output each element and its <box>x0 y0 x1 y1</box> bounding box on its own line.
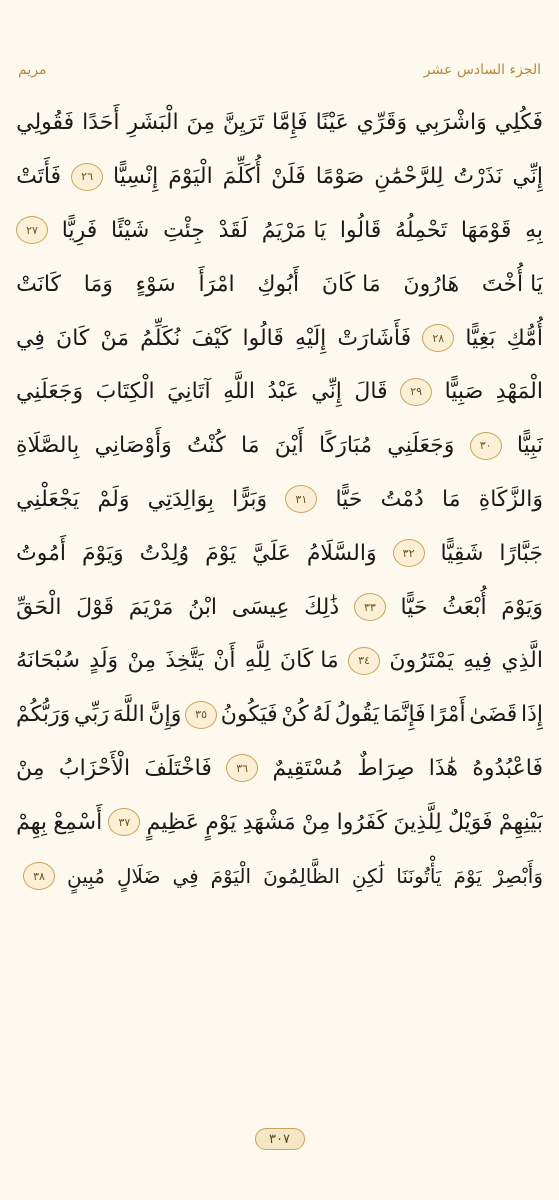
verse-word: يَمْتَرُونَ <box>389 648 454 674</box>
verse-word: أُبْعَثُ <box>442 594 487 620</box>
verse-line <box>16 204 543 258</box>
verse-word: لِلرَّحْمَٰنِ <box>374 164 444 190</box>
verse-word: تَحْمِلُهُ <box>395 217 448 243</box>
ayah-number-marker: ٣٠ <box>470 432 502 460</box>
verse-word: فَإِنَّمَا <box>382 702 426 728</box>
verse-text-block <box>16 96 543 903</box>
verse-word: أُمُّكِ <box>506 325 543 351</box>
verse-word: دُمْتُ <box>380 486 424 512</box>
verse-word: وَمَا <box>83 271 113 297</box>
verse-word: لَهُ <box>312 702 331 728</box>
verse-word: نَذَرْتُ <box>453 164 503 190</box>
verse-word: مَا كَانَ <box>279 648 339 674</box>
ayah-number-marker: ٢٧ <box>16 216 48 244</box>
verse-word: هَٰذَا <box>428 755 459 781</box>
verse-word: آتَانِيَ <box>167 379 211 405</box>
verse-word: فَأَتَتْ <box>16 164 62 190</box>
verse-word: لِلَّهِ <box>244 648 271 674</box>
verse-word: أَيْنَ <box>274 433 304 459</box>
verse-word: عَظِيمٍ <box>146 809 200 835</box>
ayah-number-marker: ٣٣ <box>354 593 386 621</box>
ayah-number-marker: ٣٦ <box>226 754 258 782</box>
verse-word: شَقِيًّا <box>440 540 484 566</box>
verse-word: وَاشْرَبِي <box>415 110 487 136</box>
verse-word: إِنْسِيًّا <box>113 164 159 190</box>
verse-word: صِرَاطٌ <box>357 755 415 781</box>
verse-word: وَقَرِّي <box>356 110 408 136</box>
verse-word: نُكَلِّمُ <box>140 325 181 351</box>
verse-word: نَبِيًّا <box>516 433 543 459</box>
verse-line <box>16 526 543 580</box>
ayah-number-marker: ٣١ <box>285 485 317 513</box>
verse-word: جِئْتِ <box>163 217 205 243</box>
verse-word: قَوْلَ <box>76 594 115 620</box>
verse-word: الظَّالِمُونَ <box>263 864 340 889</box>
verse-word: وَيَوْمَ <box>81 540 124 566</box>
page-number-container <box>0 1128 559 1150</box>
verse-word: أَمْرًا <box>429 702 466 728</box>
verse-word: الْمَهْدِ <box>495 379 543 405</box>
verse-word: إِذَا <box>520 702 543 728</box>
verse-word: الْيَوْمَ <box>168 164 213 190</box>
verse-word: فَكُلِي <box>494 110 543 136</box>
page-header <box>18 58 541 82</box>
verse-word: مِنَ <box>186 110 216 136</box>
verse-word: سُبْحَانَهُ <box>16 648 80 674</box>
verse-word: مِنْ <box>127 648 157 674</box>
surah-name: مريم <box>18 62 47 78</box>
verse-word: وَلَمْ <box>97 486 130 512</box>
verse-line <box>16 849 543 903</box>
verse-word: قَوْمَهَا <box>460 217 512 243</box>
verse-word: وَلَدٍ <box>89 648 119 674</box>
verse-word: فِي <box>172 864 199 889</box>
verse-word: صَوْمًا <box>315 164 365 190</box>
verse-word: فَأَشَارَتْ <box>337 325 412 351</box>
verse-word: عَيْنًا <box>315 110 349 136</box>
verse-word: وَبَرًّا <box>232 486 268 512</box>
verse-word: كُنْ <box>281 702 309 728</box>
verse-word: مُبِينٍ <box>66 864 105 889</box>
verse-word: قَالُوا <box>242 325 284 351</box>
verse-word: فَاعْبُدُوهُ <box>472 755 543 781</box>
verse-word: وَأَبْصِرْ <box>493 864 543 889</box>
verse-word: عَلَيَّ <box>252 540 291 566</box>
verse-word: إِلَيْهِ <box>295 325 327 351</box>
verse-word: يَجْعَلْنِي <box>16 486 80 512</box>
verse-word: شَيْئًا <box>110 217 150 243</box>
page-number-badge: ٣٠٧ <box>255 1128 305 1150</box>
verse-word: فِيهِ <box>463 648 493 674</box>
verse-word: فَلَنْ <box>271 164 306 190</box>
verse-word: لَقَدْ <box>218 217 248 243</box>
verse-word: رَبِّي <box>73 702 110 728</box>
verse-word: بِهِمْ <box>16 809 48 835</box>
verse-word: عِيسَى <box>231 594 290 620</box>
verse-word: فَوَيْلٌ <box>447 809 493 835</box>
ayah-number-marker: ٢٩ <box>400 378 432 406</box>
verse-word: قَضَىٰ <box>469 702 518 728</box>
verse-word: ذَٰلِكَ <box>304 594 340 620</box>
verse-word: وَيَوْمَ <box>501 594 543 620</box>
verse-word: بِهِ <box>525 217 543 243</box>
verse-word: سَوْءٍ <box>135 271 176 297</box>
verse-word: فَاخْتَلَفَ <box>144 755 212 781</box>
verse-word: وَجَعَلَنِي <box>16 379 84 405</box>
ayah-number-marker: ٣٨ <box>23 862 55 890</box>
verse-word: الَّذِي <box>501 648 543 674</box>
verse-word: مَا <box>442 486 461 512</box>
verse-word: كُنْتُ <box>187 433 226 459</box>
verse-word: الْيَوْمَ <box>210 864 252 889</box>
verse-word: الْأَحْزَابُ <box>58 755 131 781</box>
verse-word: إِنِّي <box>512 164 543 190</box>
verse-word: حَيًّا <box>335 486 363 512</box>
verse-word: ضَلَالٍ <box>116 864 161 889</box>
verse-line <box>16 96 543 150</box>
ayah-number-marker: ٣٧ <box>108 808 140 836</box>
verse-word: يَأْتُونَنَا <box>396 864 442 889</box>
verse-word: مَنْ <box>100 325 130 351</box>
verse-word: وَالزَّكَاةِ <box>478 486 543 512</box>
verse-word: جَبَّارًا <box>499 540 543 566</box>
verse-word: لِلَّذِينَ <box>393 809 442 835</box>
verse-word: كَانَتْ <box>16 271 61 297</box>
verse-word: وَرَبُّكُمْ <box>16 702 71 728</box>
ayah-number-marker: ٣٢ <box>393 539 425 567</box>
verse-line <box>16 742 543 796</box>
verse-word: حَيًّا <box>400 594 428 620</box>
verse-word: إِنِّي <box>311 379 342 405</box>
verse-word: أُكَلِّمَ <box>222 164 262 190</box>
verse-word: صَبِيًّا <box>444 379 484 405</box>
verse-word: فَإِمَّا <box>271 110 308 136</box>
ayah-number-marker: ٣٥ <box>185 701 217 729</box>
verse-word: وَالسَّلَامُ <box>306 540 377 566</box>
verse-word: عَبْدُ <box>267 379 299 405</box>
juz-label: الجزء السادس عشر <box>423 62 541 78</box>
verse-line <box>16 795 543 849</box>
verse-line <box>16 150 543 204</box>
verse-word: يَقُولُ <box>334 702 380 728</box>
verse-word: الْبَشَرِ <box>127 110 179 136</box>
verse-word: مَرْيَمَ <box>128 594 174 620</box>
verse-word: مُبَارَكًا <box>319 433 372 459</box>
verse-word: وَإِنَّ <box>148 702 182 728</box>
verse-line <box>16 580 543 634</box>
verse-word: وَجَعَلَنِي <box>387 433 455 459</box>
verse-line <box>16 365 543 419</box>
verse-word: أَبُوكِ <box>257 271 300 297</box>
verse-word: بَغِيًّا <box>465 325 496 351</box>
verse-line <box>16 419 543 473</box>
verse-word: مِنْ <box>301 809 331 835</box>
verse-word: تَرَيِنَّ <box>222 110 265 136</box>
verse-word: لَٰكِنِ <box>351 864 385 889</box>
ayah-number-marker: ٢٦ <box>71 163 103 191</box>
verse-line <box>16 257 543 311</box>
verse-word: الْحَقِّ <box>16 594 62 620</box>
verse-line <box>16 311 543 365</box>
verse-word: كَانَ <box>56 325 90 351</box>
verse-word: فَرِيًّا <box>61 217 98 243</box>
ayah-number-marker: ٢٨ <box>422 324 454 352</box>
verse-word: مَا كَانَ <box>321 271 381 297</box>
verse-word: أَحَدًا <box>82 110 120 136</box>
verse-word: اللَّهَ <box>112 702 145 728</box>
verse-word: يَوْمٍ <box>205 809 237 835</box>
verse-word: ابْنُ <box>188 594 218 620</box>
verse-word: كَفَرُوا <box>336 809 388 835</box>
verse-line <box>16 634 543 688</box>
verse-word: بِالصَّلَاةِ <box>16 433 80 459</box>
verse-word: بَيْنِهِمْ <box>498 809 543 835</box>
verse-word: يَوْمَ <box>453 864 482 889</box>
verse-word: أَسْمِعْ <box>53 809 103 835</box>
verse-word: فِي <box>16 325 45 351</box>
verse-word: اللَّهِ <box>223 379 255 405</box>
verse-word: فَقُولِي <box>16 110 75 136</box>
verse-word: وُلِدْتُ <box>139 540 190 566</box>
verse-word: أَمُوتُ <box>16 540 67 566</box>
verse-line <box>16 688 543 742</box>
verse-word: مَا <box>241 433 260 459</box>
verse-word: قَالُوا <box>339 217 382 243</box>
verse-word: يَتَّخِذَ <box>165 648 204 674</box>
verse-word: مِنْ <box>16 755 45 781</box>
verse-word: قَالَ <box>354 379 388 405</box>
verse-word: يَوْمَ <box>205 540 237 566</box>
ayah-number-marker: ٣٤ <box>348 647 380 675</box>
verse-word: كَيْفَ <box>191 325 232 351</box>
verse-word: مَشْهَدِ <box>242 809 296 835</box>
verse-word: وَأَوْصَانِي <box>94 433 172 459</box>
verse-word: مُسْتَقِيمٌ <box>272 755 343 781</box>
verse-line <box>16 473 543 527</box>
verse-word: امْرَأَ <box>198 271 235 297</box>
verse-word: أَنْ <box>213 648 236 674</box>
verse-word: الْكِتَابَ <box>95 379 155 405</box>
verse-word: فَيَكُونُ <box>220 702 278 728</box>
verse-word: يَا أُخْتَ <box>481 271 543 297</box>
verse-word: هَارُونَ <box>403 271 460 297</box>
verse-word: يَا مَرْيَمُ <box>261 217 327 243</box>
verse-word: بِوَالِدَتِي <box>147 486 214 512</box>
